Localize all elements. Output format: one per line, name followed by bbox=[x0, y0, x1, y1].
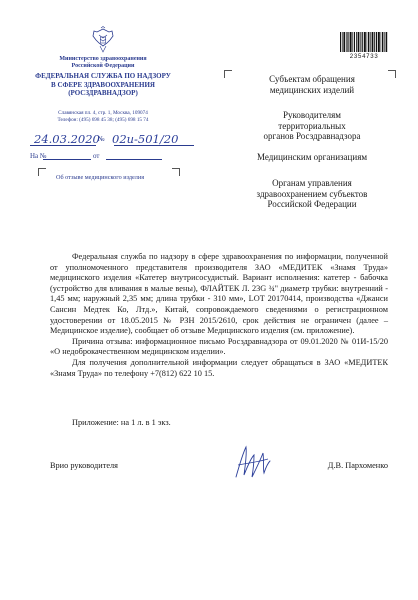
handwritten-signature-icon bbox=[230, 443, 274, 483]
recipient-bracket-left bbox=[224, 70, 232, 78]
body-paragraph-3: Для получения дополнительной информации следует обращаться в ЗАО «МЕДИТЕК «Знамя Труда» по телефону +7(812) 622 10 15. bbox=[50, 357, 388, 378]
date-underline bbox=[30, 145, 96, 146]
handwritten-date: 24.03.2020 bbox=[34, 132, 100, 146]
recipient-block-1: Субъектам обращения медицинских изделий bbox=[269, 74, 355, 95]
handwritten-number: 02и-501/20 bbox=[112, 132, 179, 146]
agency-name: ФЕДЕРАЛЬНАЯ СЛУЖБА ПО НАДЗОРУ В СФЕРЕ ЗДРАВООХРАНЕНИЯ (РОСЗДРАВНАДЗОР) bbox=[35, 72, 171, 97]
outgoing-date-number bbox=[30, 132, 210, 148]
letter-subject: Об отзыве медицинского изделия bbox=[56, 174, 145, 181]
agency-address: Славянская пл. 4, стр. 1, Москва, 109074 Телефон: (495) 698 45 38; (495) 698 15 74 bbox=[57, 110, 149, 123]
signature-block bbox=[50, 461, 388, 481]
recipient-block-4: Органам управления здравоохранением субъектов Российской Федерации bbox=[256, 178, 368, 209]
body-paragraph-1: Федеральная служба по надзору в сфере здравоохранения по информации, полученной от уполномоченного представителя производителя ЗАО «МЕДИТЕК «Знамя Труда» медицинского изделия «Катетер внутрисосудистый. Вариант исполнения: катетер - бабочка (устройство для вливания в малые вены), ФЛАЙТЕК Л. 23G ¾'' диаметр трубки: внутренний - 1,45 мм; наружный 2,35 мм; длина трубки - 310 мм», LOT 20170414, производства «Джанси Сансин Медтек Ко, Лтд.», Китай, сопровождаемого сведениями о регистрационном удостоверении от 18.05.2015 № РЗН 2015/2610, срок действия не ограничен (далее – Медицинское изделие), сообщает об отзыве Медицинского изделия (см. приложение). bbox=[50, 252, 388, 336]
recipient-block-2: Руководителям территориальных органов Росздравнадзора bbox=[263, 110, 361, 141]
reference-row bbox=[30, 152, 180, 164]
letter-body bbox=[50, 252, 388, 379]
number-sign: № bbox=[98, 135, 105, 143]
signer-name: Д.В. Пархоменко bbox=[327, 461, 388, 470]
subject-bracket-right bbox=[172, 168, 180, 176]
barcode-icon bbox=[340, 32, 388, 52]
reference-number-line bbox=[43, 159, 91, 160]
coat-of-arms-icon bbox=[90, 26, 116, 54]
recipient-block-3: Медицинским организациям bbox=[256, 152, 368, 162]
reference-number-label: На № bbox=[30, 152, 47, 160]
attachment-note: Приложение: на 1 л. в 1 экз. bbox=[72, 418, 171, 427]
body-paragraph-2: Причина отзыва: информационное письмо Росздравнадзора от 09.01.2020 № 01И-15/20 «О недоброкачественном медицинском изделии». bbox=[50, 336, 388, 357]
signer-title: Врио руководителя bbox=[50, 461, 118, 470]
barcode-number: 2354733 bbox=[349, 53, 379, 60]
subject-bracket-left bbox=[38, 168, 46, 176]
ministry-name: Министерство здравоохранения Российской Федерации bbox=[59, 56, 147, 69]
number-underline bbox=[114, 145, 194, 146]
reference-from-label: от bbox=[93, 152, 100, 160]
reference-date-line bbox=[106, 159, 162, 160]
